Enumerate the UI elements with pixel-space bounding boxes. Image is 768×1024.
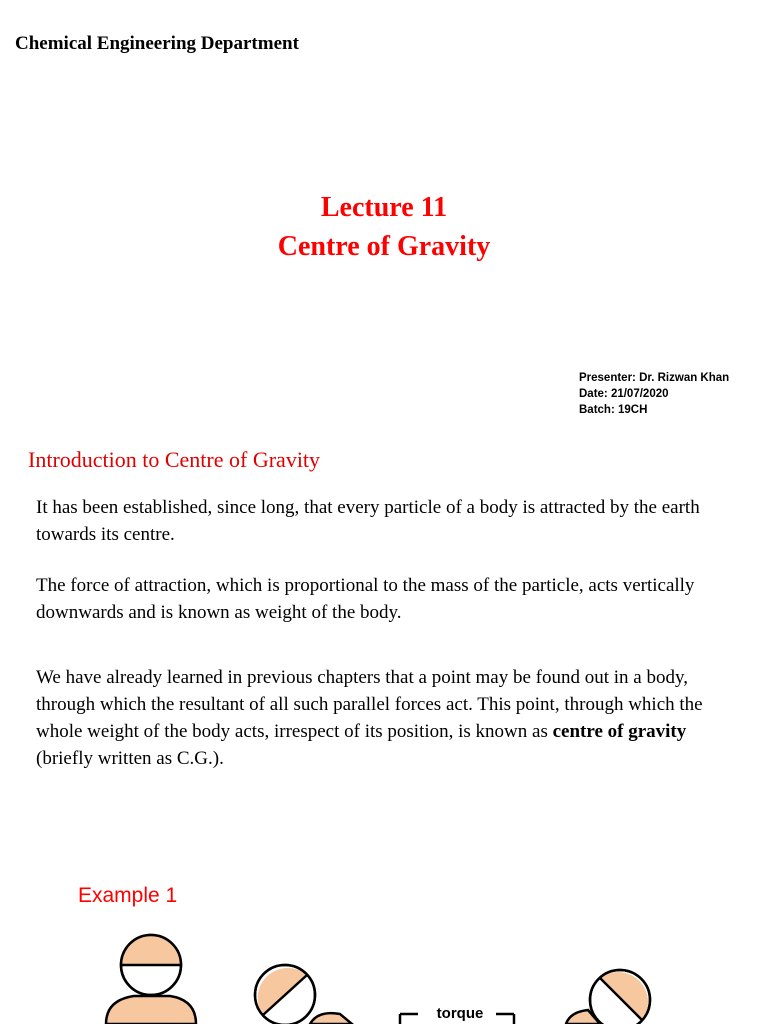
section-heading: Introduction to Centre of Gravity: [28, 447, 321, 472]
torque-label: torque: [436, 1005, 484, 1022]
presenter-info: [579, 370, 729, 418]
presenter-name: Presenter: Dr. Rizwan Khan: [579, 372, 730, 384]
paragraph-3-text-start: We have already learned in previous chapters that a point may be found out in a body, through which the resultant of all such parallel forces act. This point, through which the whole weight of the body acts, irrespect of its position, is known as: [36, 667, 703, 742]
lecture-number: Lecture 11: [320, 192, 448, 223]
torque-bracket: [400, 1005, 514, 1024]
upright-person-icon: [106, 935, 196, 1024]
batch-label: Batch: 19CH: [579, 404, 648, 416]
paragraph-3-text-end: (briefly written as C.G.).: [36, 748, 224, 769]
paragraph-1: It has been established, since long, that every particle of a body is attracted by the earth towards its centre.: [36, 497, 700, 545]
paragraph-2: The force of attraction, which is proportional to the mass of the particle, acts vertically downwards and is known as weight of the body.: [36, 575, 695, 623]
department-header: Chemical Engineering Department: [15, 33, 299, 54]
paragraph-3: [36, 664, 726, 772]
tilted-person-icon: [255, 965, 352, 1024]
example-heading: Example 1: [78, 884, 178, 907]
tilted-person-right-icon: [566, 970, 650, 1024]
lecture-topic: Centre of Gravity: [277, 231, 491, 262]
lecture-title: [0, 188, 768, 266]
centre-of-gravity-term: centre of gravity: [552, 721, 687, 742]
example-figure: [0, 930, 768, 1024]
lecture-date: Date: 21/07/2020: [579, 388, 669, 400]
